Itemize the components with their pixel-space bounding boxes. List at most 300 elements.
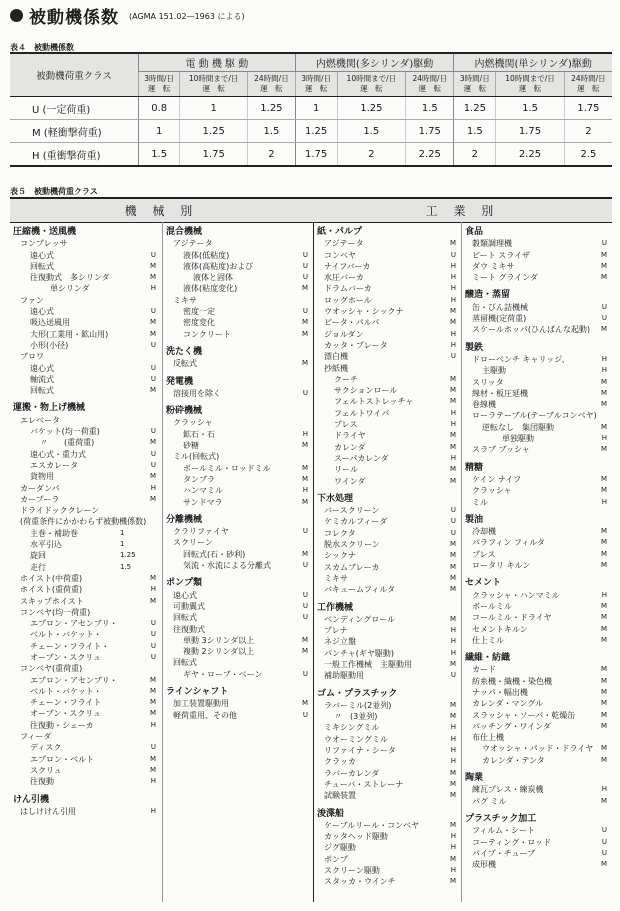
- load-class-value: H: [450, 637, 456, 646]
- load-class-value: U: [150, 363, 156, 372]
- item-label: 遠心式: [30, 250, 54, 260]
- category-heading: [314, 227, 462, 238]
- item-label: 遠心式・重力式: [30, 449, 86, 459]
- item-label: 混合機械: [166, 227, 203, 237]
- item-label: クラッシャ・ハンマミル: [472, 590, 560, 600]
- load-class-value: H: [450, 832, 456, 841]
- load-class-value: M: [600, 261, 607, 270]
- header-by-machine: 機 械 別: [10, 197, 313, 223]
- item-label: ミル(回転式): [173, 452, 220, 462]
- item-label: ホイスト(中荷重): [20, 573, 83, 583]
- item-label: 往復動・シェーカ: [30, 720, 94, 730]
- load-class-value: U: [601, 302, 607, 311]
- item-label: カッタヘッド駆動: [324, 832, 388, 842]
- load-class-value: H: [150, 585, 156, 594]
- list-item: [462, 635, 613, 646]
- list-item: [462, 743, 613, 754]
- sub-header: 3時間/日 運 転: [454, 72, 496, 97]
- load-class-value: M: [301, 497, 308, 506]
- load-class-value: U: [302, 590, 308, 599]
- item-label: ドライドッククレーン: [20, 506, 100, 516]
- list-item: [163, 440, 314, 451]
- item-label: ビート スライザ: [472, 250, 530, 260]
- group-header: 電 動 機 駆 動: [139, 53, 296, 72]
- item-label: 精糖: [465, 462, 484, 473]
- list-item: [314, 408, 462, 419]
- item-label: スラッシャ・ソーパ・乾燥缶: [472, 710, 576, 720]
- item-label: フェルトストレッチャ: [334, 397, 414, 407]
- item-label: スタッカ・ウインチ: [324, 877, 396, 887]
- list-item: [462, 784, 613, 795]
- load-class-value: M: [301, 699, 308, 708]
- load-class-value: U: [450, 352, 456, 361]
- item-label: ミキサ: [173, 295, 197, 305]
- spacer: [314, 802, 462, 809]
- list-item: [163, 272, 314, 283]
- factor-cell: 1.25: [454, 97, 496, 120]
- list-item: [10, 776, 162, 787]
- load-class-table: [10, 197, 612, 902]
- list-item: [462, 825, 613, 836]
- list-item: [314, 625, 462, 636]
- load-class-value: M: [600, 527, 607, 536]
- load-class-value: H: [450, 648, 456, 657]
- spacer: [163, 680, 314, 687]
- item-label: 加工装置駆動用: [173, 699, 229, 709]
- item-label: スラブ ブッシャ: [472, 445, 530, 455]
- list-item: [314, 351, 462, 362]
- item-label: 単独駆動: [502, 434, 534, 444]
- item-label: ウオーミングミル: [324, 734, 388, 744]
- load-class-value: H: [450, 723, 456, 732]
- item-label: カーダンパ: [20, 483, 60, 493]
- item-label: カレンダ: [334, 442, 366, 452]
- item-label: ベンディングロール: [324, 614, 396, 624]
- load-class-value: H: [450, 261, 456, 270]
- title-note: (AGMA 151.02—1963 による): [129, 12, 245, 21]
- item-label: 液体(粘度変化): [183, 284, 238, 294]
- category-heading: [314, 809, 462, 820]
- bullet-icon: [10, 9, 23, 22]
- item-label: ドライヤ: [334, 431, 366, 441]
- item-label: ベルト・バケット・: [30, 630, 102, 640]
- load-class-value: M: [149, 675, 156, 684]
- factor-cell: 1.5: [248, 120, 296, 143]
- list-item: [462, 444, 613, 455]
- list-item: [10, 471, 162, 482]
- list-item: [462, 526, 613, 537]
- load-class-value: U: [150, 652, 156, 661]
- load-class-value: M: [600, 400, 607, 409]
- load-class-value: U: [150, 630, 156, 639]
- load-class-value: M: [449, 239, 456, 248]
- list-item: [314, 272, 462, 283]
- load-class-value: M: [149, 765, 156, 774]
- list-item: [10, 415, 162, 426]
- load-class-value: U: [150, 307, 156, 316]
- load-class-cell: H (重衝撃荷重): [10, 143, 139, 167]
- sub-header: 10時間まで/日 運 転: [180, 72, 248, 97]
- item-label: 可動翼式: [173, 601, 205, 611]
- item-label: 紙・パルプ: [317, 227, 363, 237]
- list-item: [314, 790, 462, 801]
- list-item: [10, 238, 162, 249]
- list-item: [163, 601, 314, 612]
- service-factor-table: [10, 52, 612, 167]
- list-item: [163, 698, 314, 709]
- load-class-value: M: [301, 647, 308, 656]
- item-label: 工作機械: [317, 602, 354, 613]
- load-class-value: M: [600, 721, 607, 730]
- load-class-value: U: [601, 837, 607, 846]
- list-item: [163, 306, 314, 317]
- load-class-value: M: [600, 665, 607, 674]
- load-class-value: H: [150, 720, 156, 729]
- list-item: [10, 607, 162, 618]
- category-heading: [163, 687, 314, 698]
- item-label: 回転式: [173, 613, 197, 623]
- list-item: [314, 779, 462, 790]
- list-item: [10, 596, 162, 607]
- list-item: [10, 449, 162, 460]
- list-item: [10, 573, 162, 584]
- list-item: [10, 516, 162, 527]
- load-class-value: M: [600, 445, 607, 454]
- load-class-value: U: [601, 848, 607, 857]
- sub-header: 3時間/日 運 転: [295, 72, 337, 97]
- list-item: [314, 539, 462, 550]
- list-item: [314, 453, 462, 464]
- factor-cell: 1: [295, 97, 337, 120]
- list-item: [462, 377, 613, 388]
- list-item: [10, 697, 162, 708]
- load-class-value: M: [301, 359, 308, 368]
- factor-cell: 1.5: [454, 120, 496, 143]
- list-item: [462, 365, 613, 376]
- category-heading: [462, 653, 613, 664]
- sub-header: 3時間/日 運 転: [139, 72, 180, 97]
- load-class-value: U: [450, 517, 456, 526]
- list-item: [163, 537, 314, 548]
- list-item: [10, 329, 162, 340]
- load-class-value: U: [302, 261, 308, 270]
- category-heading: [163, 515, 314, 526]
- list-item: [314, 396, 462, 407]
- item-label: エレベータ: [20, 415, 60, 425]
- list-item: [10, 806, 162, 817]
- item-label: ロッグホール: [324, 295, 372, 305]
- item-label: 冷却機: [472, 527, 496, 537]
- list-item: [314, 745, 462, 756]
- item-label: 巻線機: [472, 400, 496, 410]
- item-label: 遠心式: [173, 590, 197, 600]
- item-label: クラッシャ: [472, 486, 512, 496]
- load-class-value: M: [149, 686, 156, 695]
- list-item: [314, 505, 462, 516]
- item-label: プレナ: [324, 626, 348, 636]
- load-class-value: H: [150, 483, 156, 492]
- list-item: [10, 550, 162, 561]
- load-class-value: U: [302, 601, 308, 610]
- factor-cell: 0.8: [139, 97, 180, 120]
- factor-cell: 1.5: [139, 143, 180, 167]
- list-item: [314, 340, 462, 351]
- list-item: [163, 238, 314, 249]
- item-label: タンブラ: [183, 474, 215, 484]
- item-label: バキュームフィルタ: [324, 585, 396, 595]
- item-label: コーティング・ロッド: [472, 837, 552, 847]
- load-class-value: M: [149, 573, 156, 582]
- item-label: クーチ: [334, 374, 358, 384]
- load-class-value: M: [449, 573, 456, 582]
- load-class-value: M: [449, 768, 456, 777]
- item-label: 密度変化: [183, 318, 215, 328]
- list-item: [314, 306, 462, 317]
- list-item: [314, 756, 462, 767]
- list-item: [163, 497, 314, 508]
- list-item: [163, 451, 314, 462]
- item-label: パッチング・ワインダ: [472, 721, 551, 731]
- load-class-value: M: [149, 438, 156, 447]
- list-item: [314, 865, 462, 876]
- item-label: 旋回: [30, 551, 46, 561]
- load-class-value: M: [600, 860, 607, 869]
- load-class-value: M: [600, 624, 607, 633]
- load-class-value: M: [149, 386, 156, 395]
- item-label: プレス: [334, 420, 358, 430]
- item-label: アジテータ: [324, 239, 364, 249]
- item-label: コンプレッサ: [20, 239, 68, 249]
- load-class-value: H: [601, 497, 607, 506]
- list-item: [462, 399, 613, 410]
- item-label: スケールホッパ(ひんぱんな起動): [472, 325, 591, 335]
- list-item: [10, 437, 162, 448]
- load-class-value: M: [600, 635, 607, 644]
- list-item: [314, 238, 462, 249]
- load-class-value: M: [600, 796, 607, 805]
- list-item: [462, 474, 613, 485]
- item-label: ウオッシャ・シックナ: [324, 307, 404, 317]
- item-label: バースクリーン: [324, 506, 380, 516]
- list-item: [462, 433, 613, 444]
- load-class-value: U: [150, 250, 156, 259]
- list-item: [462, 560, 613, 571]
- list-item: [10, 426, 162, 437]
- item-label: 軸流式: [30, 374, 54, 384]
- list-item: [314, 442, 462, 453]
- load-class-value: M: [449, 854, 456, 863]
- list-item: [314, 648, 462, 659]
- item-label: フィーダ: [20, 732, 52, 742]
- item-label: 抄紙機: [324, 363, 348, 373]
- item-label: 浚渫船: [317, 808, 345, 819]
- list-item: [163, 329, 314, 340]
- list-item: [314, 722, 462, 733]
- list-item: [10, 731, 162, 742]
- list-item: [462, 601, 613, 612]
- load-class-value: M: [149, 698, 156, 707]
- list-item: [10, 272, 162, 283]
- sub-header: 24時間/日 運 転: [248, 72, 296, 97]
- list-item: [10, 460, 162, 471]
- item-label: エプロン・アセンブリ・: [30, 675, 118, 685]
- load-class-value: U: [150, 743, 156, 752]
- factor-cell: 1.5: [406, 97, 454, 120]
- list-item: [314, 250, 462, 261]
- list-item: [462, 422, 613, 433]
- load-class-value: M: [600, 549, 607, 558]
- load-class-value: U: [302, 561, 308, 570]
- item-label: 往復動: [30, 777, 54, 787]
- list-item: [462, 272, 613, 283]
- item-label: カード: [472, 665, 496, 675]
- page-title: [10, 5, 245, 28]
- list-item: [163, 560, 314, 571]
- item-label: ケイン ナイフ: [472, 474, 522, 484]
- list-item: [314, 283, 462, 294]
- list-item: [462, 410, 613, 421]
- load-class-value: U: [601, 314, 607, 323]
- list-item: [462, 755, 613, 766]
- list-item: [10, 494, 162, 505]
- item-label: 発電機: [166, 376, 194, 387]
- item-label: (荷重条件にかかわらず被動機係数): [20, 517, 147, 527]
- list-item: [163, 590, 314, 601]
- load-class-value: H: [450, 453, 456, 462]
- item-label: 貨物用: [30, 472, 54, 482]
- item-label: コールミル・ドライヤ: [472, 613, 552, 623]
- category-heading: [10, 227, 162, 238]
- list-item: [10, 742, 162, 753]
- list-item: [10, 652, 162, 663]
- list-item: [314, 768, 462, 779]
- list-item: [163, 417, 314, 428]
- item-label: ケーブルリール・コンベヤ: [324, 820, 420, 830]
- load-class-value: M: [449, 465, 456, 474]
- factor-cell: 1.75: [496, 120, 565, 143]
- column-industry-2: [461, 222, 613, 902]
- item-label: 成形機: [472, 860, 496, 870]
- item-label: けん引機: [13, 794, 50, 805]
- load-class-value: U: [150, 374, 156, 383]
- load-class-value: M: [449, 877, 456, 886]
- load-class-value: H: [450, 866, 456, 875]
- category-heading: [462, 515, 613, 526]
- factor-cell: 1.75: [295, 143, 337, 167]
- factor-cell: 1.5: [337, 120, 406, 143]
- item-label: プラスチック加工: [465, 813, 537, 824]
- item-label: ミート グラインダ: [472, 273, 538, 283]
- spacer: [462, 336, 613, 343]
- list-item: [462, 848, 613, 859]
- list-item: [163, 657, 314, 668]
- list-item: [314, 614, 462, 625]
- load-class-value: U: [150, 460, 156, 469]
- item-label: 密度一定: [183, 307, 215, 317]
- item-label: 紡糸機・織機・染色機: [472, 676, 552, 686]
- load-class-value: M: [449, 386, 456, 395]
- load-class-value: M: [301, 318, 308, 327]
- item-label: ドラムバーカ: [324, 284, 372, 294]
- item-label: ドローベンチ キャリッジ、: [472, 354, 570, 364]
- item-label: 一般工作機械 主駆動用: [324, 659, 412, 669]
- list-item: [314, 516, 462, 527]
- item-label: サンドマラ: [183, 497, 223, 507]
- load-class-value: M: [301, 635, 308, 644]
- group-header: 内燃機関(多シリンダ)駆動: [295, 53, 454, 72]
- load-class-value: M: [149, 273, 156, 282]
- factor-cell: 2.25: [496, 143, 565, 167]
- load-class-value: M: [449, 614, 456, 623]
- item-label: ラバーカレンダ: [324, 768, 380, 778]
- list-item: [462, 624, 613, 635]
- item-label: 水圧バーカ: [324, 273, 364, 283]
- list-item: [462, 549, 613, 560]
- item-label: 食品: [465, 227, 484, 237]
- item-label: 往復動式 多シリンダ: [30, 273, 110, 283]
- load-class-value: M: [600, 699, 607, 708]
- item-label: ラインシャフト: [166, 686, 229, 697]
- category-heading: [163, 227, 314, 238]
- factor-cell: 1.75: [180, 143, 248, 167]
- list-item: [10, 363, 162, 374]
- load-class-value: H: [150, 284, 156, 293]
- load-class-value: M: [149, 329, 156, 338]
- load-class-value: U: [302, 307, 308, 316]
- factor-cell: 2: [337, 143, 406, 167]
- list-item: [10, 306, 162, 317]
- spacer: [462, 807, 613, 814]
- load-class-value: H: [450, 273, 456, 282]
- list-item: [462, 250, 613, 261]
- list-item: [462, 590, 613, 601]
- item-label: リール: [334, 465, 358, 475]
- load-class-value: U: [450, 250, 456, 259]
- load-class-value: M: [149, 709, 156, 718]
- item-label: 回転式: [173, 658, 197, 668]
- item-label: 練瓦プレス・練炭機: [472, 785, 544, 795]
- factor-cell: 1.5: [496, 97, 565, 120]
- load-class-value: U: [150, 641, 156, 650]
- item-label: ボールミル・ロッドミル: [183, 463, 271, 473]
- item-label: ウオッシャ・パッド・ドライヤ: [482, 744, 594, 754]
- load-class-value: U: [450, 528, 456, 537]
- load-class-value: M: [449, 791, 456, 800]
- list-item: [314, 430, 462, 441]
- item-label: 洗たく機: [166, 346, 203, 357]
- load-class-value: M: [449, 442, 456, 451]
- list-item: [462, 732, 613, 743]
- item-label: パイプ・チューブ: [472, 848, 536, 858]
- list-item: [314, 573, 462, 584]
- list-item: [314, 876, 462, 887]
- item-label: ジョルダン: [324, 329, 364, 339]
- item-label: ローラテーブル(テーブルコンベヤ): [472, 411, 597, 421]
- spacer: [314, 682, 462, 689]
- item-label: スキップホイスト: [20, 596, 84, 606]
- factor-cell: 1: [139, 120, 180, 143]
- list-item: [314, 562, 462, 573]
- load-class-value: H: [302, 486, 308, 495]
- list-item: [314, 464, 462, 475]
- list-item: [10, 385, 162, 396]
- list-item: [163, 526, 314, 537]
- category-heading: [163, 347, 314, 358]
- list-item: [314, 820, 462, 831]
- load-class-value: U: [302, 527, 308, 536]
- list-item: [462, 796, 613, 807]
- list-item: [462, 388, 613, 399]
